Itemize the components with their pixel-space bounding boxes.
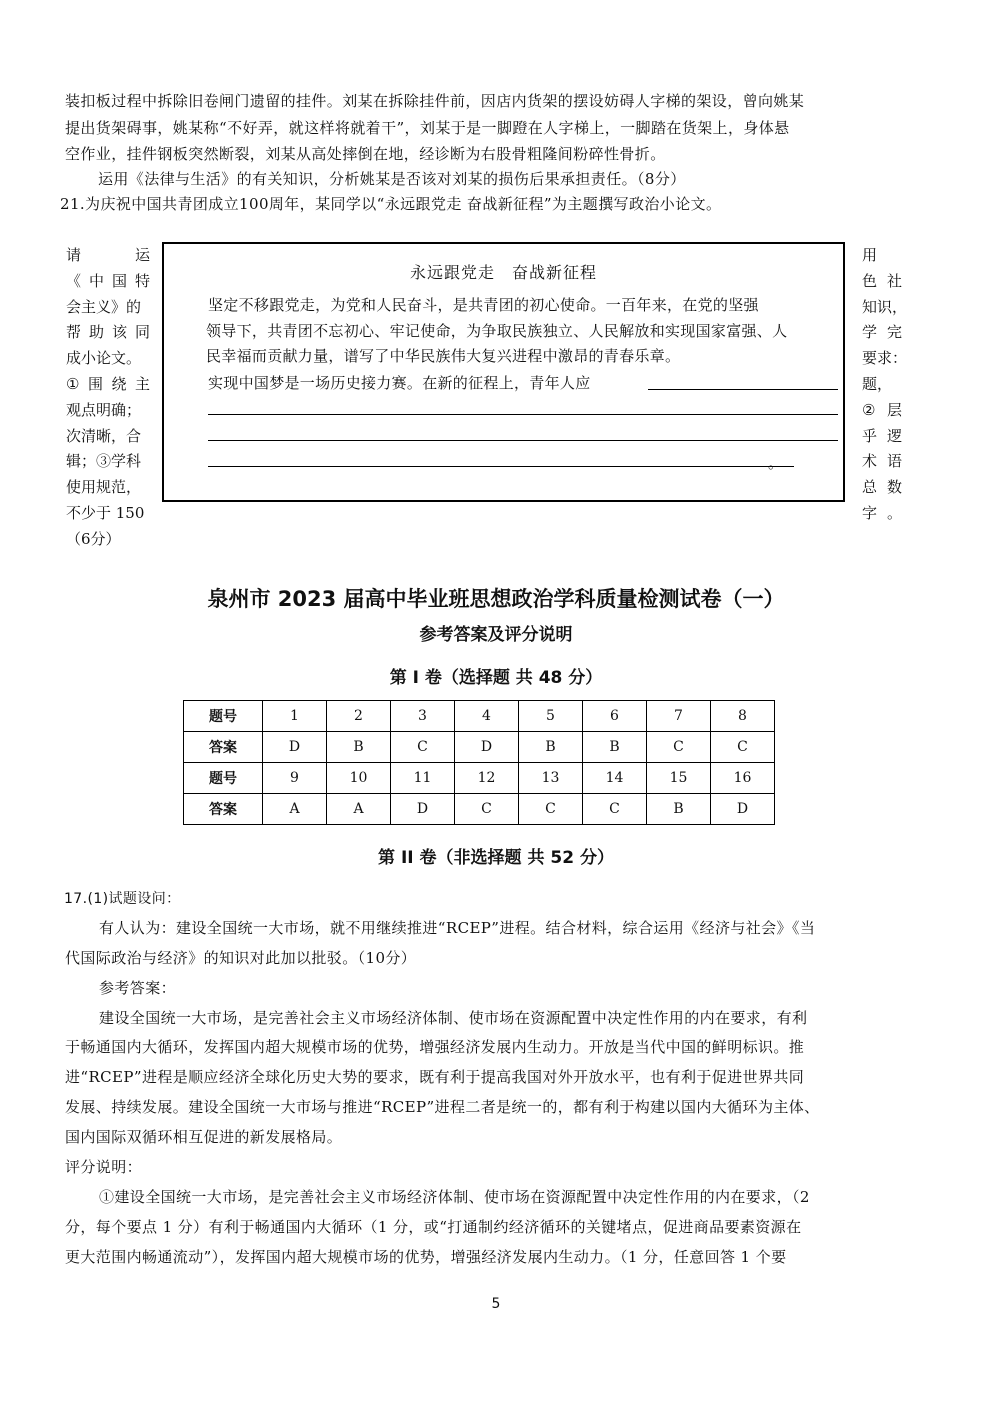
- side-column-text: ②: [862, 400, 876, 419]
- side-column-text: 字: [862, 503, 878, 522]
- side-column-text: 请: [66, 246, 82, 264]
- table-cell: 9: [263, 763, 327, 794]
- side-column-text: 术: [862, 452, 878, 471]
- scoring-notes-label: 评分说明：: [65, 1158, 143, 1176]
- q21-right-column: [862, 243, 908, 527]
- reference-answer-line: 发展、持续发展。建设全国统一大市场与推进“RCEP”进程二者是统一的，都有利于构建以国内大循环为主体、: [65, 1098, 820, 1116]
- table-cell: 10: [327, 763, 391, 794]
- side-column-line: [862, 449, 902, 475]
- side-column-line: [862, 295, 908, 321]
- table-cell: D: [391, 794, 455, 825]
- side-column-text: 同: [134, 323, 150, 342]
- side-column-line: [66, 320, 150, 346]
- side-column-text: 该: [111, 323, 127, 342]
- reference-answer-line: 进“RCEP”进程是顺应经济全球化历史大势的要求，既有利于提高我国对外开放水平，也有利于促进世界共同: [65, 1068, 805, 1086]
- table-cell: D: [263, 732, 327, 763]
- side-column-line: [66, 424, 150, 450]
- table-cell: B: [583, 732, 647, 763]
- table-cell: 6: [583, 701, 647, 732]
- table-cell: C: [583, 794, 647, 825]
- side-column-line: [66, 449, 150, 475]
- table-cell: B: [519, 732, 583, 763]
- side-column-line: [66, 475, 150, 501]
- table-cell: 11: [391, 763, 455, 794]
- side-column-text: 主: [134, 374, 150, 393]
- table-cell: 8: [711, 701, 775, 732]
- side-column-line: [66, 295, 150, 321]
- essay-title: 永远跟党走 奋战新征程: [409, 263, 597, 282]
- side-column-text: 社: [886, 271, 902, 290]
- side-column-text: 要求：: [862, 349, 908, 368]
- table-cell: 2: [327, 701, 391, 732]
- table-row: [184, 794, 775, 825]
- table-cell: C: [391, 732, 455, 763]
- side-column-text: 国: [111, 271, 127, 290]
- side-column-line: [66, 527, 150, 553]
- page-number: 5: [491, 1296, 501, 1312]
- side-column-text: 。: [886, 503, 902, 522]
- q21-left-column: [66, 243, 150, 553]
- side-column-text: 围: [87, 374, 103, 393]
- table-cell: A: [327, 794, 391, 825]
- body-text-line: 装扣板过程中拆除旧卷闸门遗留的挂件。刘某在拆除挂件前，因店内货架的摆设妨碍人字梯的架设，曾向姚某: [65, 92, 805, 110]
- reference-answer-line: 建设全国统一大市场，是完善社会主义市场经济体制、使市场在资源配置中决定性作用的内在要求，有利: [99, 1009, 808, 1027]
- table-cell: 12: [455, 763, 519, 794]
- q17-heading: 17.(1)试题设问：: [64, 891, 181, 907]
- table-cell: A: [263, 794, 327, 825]
- side-column-text: 使用规范，: [66, 478, 142, 497]
- side-column-text: 运: [134, 246, 150, 264]
- side-column-line: [862, 320, 902, 346]
- side-column-text: 帮: [66, 323, 82, 342]
- side-column-text: 总: [862, 478, 878, 497]
- side-column-line: [66, 269, 150, 295]
- question-21-stem: 21.为庆祝中国共青团成立100周年，某同学以“永远跟党走 奋战新征程”为主题撰写政治小论文。: [60, 195, 722, 213]
- side-column-text: 知识，: [862, 297, 908, 316]
- essay-paragraph-line: 坚定不移跟党走，为党和人民奋斗，是共青团的初心使命。一百年来，在党的坚强: [208, 296, 759, 314]
- section-1-heading: 第 I 卷（选择题 共 48 分）: [389, 668, 603, 688]
- scoring-notes-line: ①建设全国统一大市场，是完善社会主义市场经济体制、使市场在资源配置中决定性作用的内在要求，（2: [99, 1188, 810, 1206]
- side-column-line: [862, 269, 902, 295]
- table-cell: 16: [711, 763, 775, 794]
- essay-end-mark: 。: [768, 454, 784, 472]
- side-column-line: [862, 346, 908, 372]
- table-cell: C: [455, 794, 519, 825]
- side-column-text: 次清晰，合: [66, 426, 142, 445]
- side-column-line: [862, 243, 902, 269]
- side-column-text: 《: [66, 271, 82, 290]
- side-column-text: 语: [886, 452, 902, 471]
- table-cell: C: [519, 794, 583, 825]
- side-column-text: 乎: [862, 426, 878, 445]
- side-column-line: [66, 398, 150, 424]
- table-cell: 3: [391, 701, 455, 732]
- section-2-heading: 第 II 卷（非选择题 共 52 分）: [378, 848, 614, 868]
- side-column-text: 成小论文。: [66, 349, 142, 368]
- side-column-text: 用: [862, 246, 878, 264]
- table-cell: 13: [519, 763, 583, 794]
- side-column-text: 数: [886, 478, 902, 497]
- scoring-notes-line: 更大范围内畅通流动”），发挥国内超大规模市场的优势，增强经济发展内生动力。（1 分，任意回答 1 个要: [65, 1248, 787, 1266]
- table-cell: B: [327, 732, 391, 763]
- table-header-cell: 答案: [184, 794, 263, 825]
- table-header-cell: 答案: [184, 732, 263, 763]
- table-row: [184, 701, 775, 732]
- table-row: [184, 732, 775, 763]
- side-column-text: 特: [134, 271, 150, 290]
- side-column-line: [66, 346, 150, 372]
- table-cell: B: [647, 794, 711, 825]
- reference-answer-label: 参考答案：: [99, 979, 177, 997]
- table-cell: 4: [455, 701, 519, 732]
- answer-key-title: 泉州市 2023 届高中毕业班思想政治学科质量检测试卷（一）: [207, 587, 785, 611]
- essay-paragraph-line: 民幸福而贡献力量，谱写了中华民族伟大复兴进程中激昂的青春乐章。: [206, 347, 681, 365]
- table-cell: C: [711, 732, 775, 763]
- table-cell: D: [455, 732, 519, 763]
- table-cell: 5: [519, 701, 583, 732]
- essay-paragraph-line: 实现中国梦是一场历史接力赛。在新的征程上，青年人应: [208, 374, 591, 392]
- scoring-notes-line: 分，每个要点 1 分）有利于畅通国内大循环（1 分，或“打通制约经济循环的关键堵点，促进商品要素资源在: [65, 1218, 802, 1236]
- side-column-line: [66, 243, 150, 269]
- essay-box: [162, 242, 845, 502]
- side-column-line: [66, 501, 150, 527]
- side-column-text: 题，: [862, 374, 893, 393]
- answer-key-subtitle: 参考答案及评分说明: [419, 625, 573, 645]
- side-column-text: 会主义》的: [66, 297, 142, 316]
- side-column-text: ①: [66, 374, 80, 393]
- side-column-text: 逻: [886, 426, 902, 445]
- body-text-line: 空作业，挂件钢板突然断裂，刘某从高处摔倒在地，经诊断为右股骨粗隆间粉碎性骨折。: [65, 145, 666, 163]
- table-header-cell: 题号: [184, 701, 263, 732]
- side-column-line: [862, 398, 902, 424]
- side-column-text: 中: [88, 271, 104, 290]
- reference-answer-line: 国内国际双循环相互促进的新发展格局。: [65, 1128, 343, 1146]
- table-cell: 1: [263, 701, 327, 732]
- answer-blank-line[interactable]: [648, 389, 838, 390]
- table-cell: 14: [583, 763, 647, 794]
- side-column-text: 不少于 150: [66, 503, 145, 522]
- table-cell: 7: [647, 701, 711, 732]
- side-column-text: 层: [886, 400, 902, 419]
- side-column-text: 学: [862, 323, 878, 342]
- table-row: [184, 763, 775, 794]
- body-text-line: 提出货架碍事，姚某称“不好弄，就这样将就着干”，刘某于是一脚蹬在人字梯上，一脚踏在货架上，身体悬: [65, 119, 790, 137]
- side-column-text: （6分）: [66, 529, 121, 548]
- side-column-text: 助: [88, 323, 104, 342]
- side-column-line: [862, 372, 902, 398]
- table-cell: D: [711, 794, 775, 825]
- side-column-line: [862, 424, 902, 450]
- side-column-text: 辑；③学科: [66, 452, 142, 471]
- table-header-cell: 题号: [184, 763, 263, 794]
- side-column-text: 绕: [111, 374, 127, 393]
- q17-question-line: 代国际政治与经济》的知识对此加以批驳。（10分）: [65, 949, 417, 967]
- side-column-line: [862, 475, 902, 501]
- reference-answer-line: 于畅通国内大循环，发挥国内超大规模市场的优势，增强经济发展内生动力。开放是当代中国的鲜明标识。推: [65, 1038, 805, 1056]
- answer-blank-line[interactable]: [208, 440, 838, 441]
- question-prompt: 运用《法律与生活》的有关知识，分析姚某是否该对刘某的损伤后果承担责任。（8分）: [98, 170, 686, 188]
- side-column-text: 观点明确；: [66, 400, 142, 419]
- answer-table: [183, 700, 775, 825]
- table-cell: 15: [647, 763, 711, 794]
- side-column-text: 色: [862, 271, 878, 290]
- side-column-line: [862, 501, 902, 527]
- essay-paragraph-line: 领导下，共青团不忘初心、牢记使命，为争取民族独立、人民解放和实现国家富强、人: [206, 322, 788, 340]
- side-column-text: 完: [886, 323, 902, 342]
- answer-blank-line[interactable]: [208, 466, 794, 467]
- side-column-line: [66, 372, 150, 398]
- q17-question-line: 有人认为：建设全国统一大市场，就不用继续推进“RCEP”进程。结合材料，综合运用《经济与社会》《当: [99, 919, 816, 937]
- table-cell: C: [647, 732, 711, 763]
- answer-blank-line[interactable]: [208, 414, 838, 415]
